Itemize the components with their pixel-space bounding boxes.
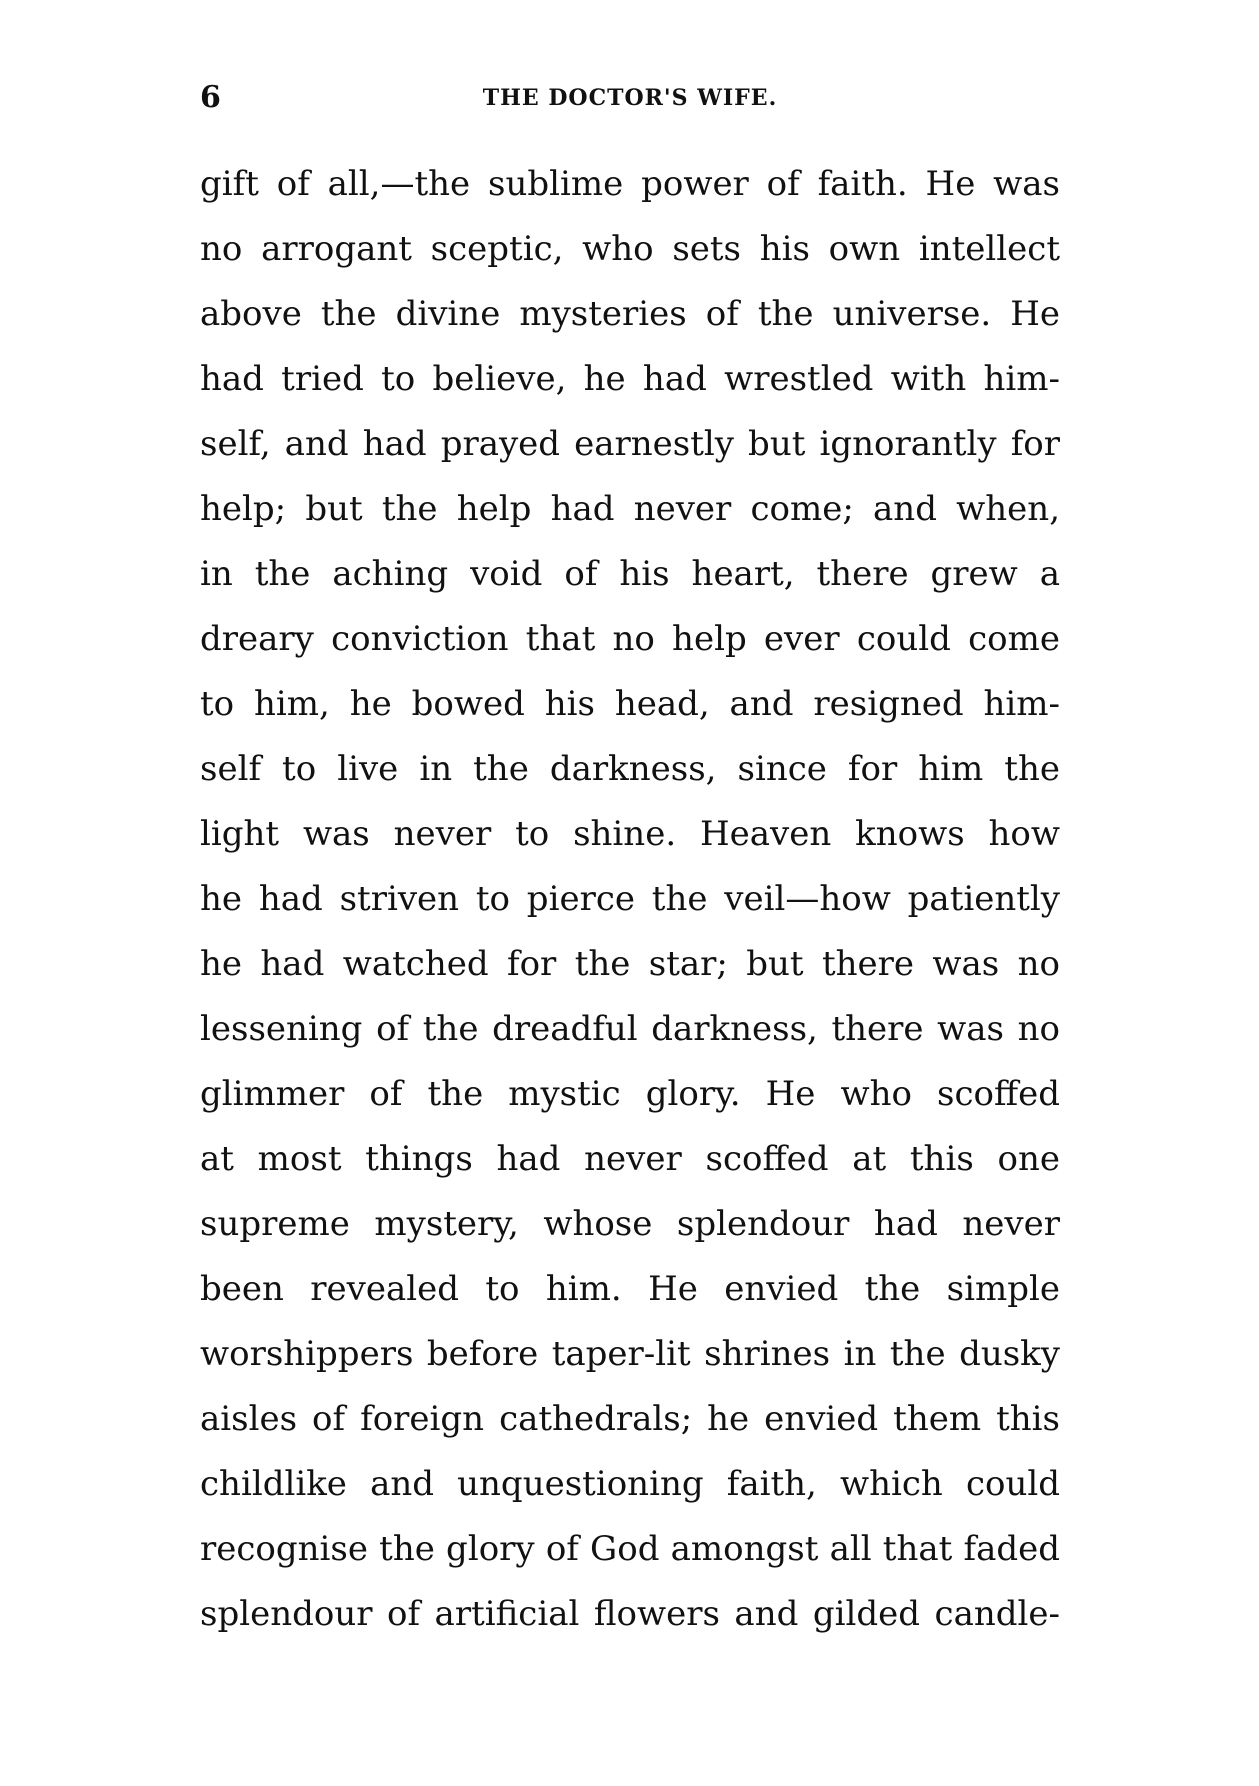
text-line: he had striven to pierce the veil—how patiently: [200, 879, 1060, 919]
text-line: self, and had prayed earnestly but ignorantly for: [200, 424, 1060, 464]
text-line: lessening of the dreadful darkness, there was no: [200, 1009, 1060, 1049]
text-line: childlike and unquestioning faith, which could: [200, 1464, 1060, 1504]
page-header: [200, 78, 1060, 118]
text-line: been revealed to him. He envied the simple: [200, 1269, 1060, 1309]
text-line: help; but the help had never come; and when,: [200, 489, 1060, 529]
text-line: he had watched for the star; but there was no: [200, 944, 1060, 984]
text-line: no arrogant sceptic, who sets his own intellect: [200, 229, 1060, 269]
text-line: splendour of artificial flowers and gilded candle-: [200, 1594, 1060, 1634]
text-line: light was never to shine. Heaven knows how: [200, 814, 1060, 854]
text-line: to him, he bowed his head, and resigned him-: [200, 684, 1060, 724]
text-line: supreme mystery, whose splendour had never: [200, 1204, 1060, 1244]
text-line: dreary conviction that no help ever could come: [200, 619, 1060, 659]
text-line: had tried to believe, he had wrestled with him-: [200, 359, 1060, 399]
page-number: 6: [200, 80, 221, 115]
text-line: recognise the glory of God amongst all that faded: [200, 1529, 1060, 1569]
text-line: worshippers before taper-lit shrines in the dusky: [200, 1334, 1060, 1374]
body-text: [200, 152, 1060, 1647]
text-line: above the divine mysteries of the universe. He: [200, 294, 1060, 334]
text-line: glimmer of the mystic glory. He who scoffed: [200, 1074, 1060, 1114]
text-line: at most things had never scoffed at this one: [200, 1139, 1060, 1179]
text-line: in the aching void of his heart, there grew a: [200, 554, 1060, 594]
text-line: gift of all,—the sublime power of faith. He was: [200, 164, 1060, 204]
text-line: aisles of foreign cathedrals; he envied them this: [200, 1399, 1060, 1439]
text-line: self to live in the darkness, since for him the: [200, 749, 1060, 789]
running-title: THE DOCTOR'S WIFE.: [482, 85, 778, 111]
